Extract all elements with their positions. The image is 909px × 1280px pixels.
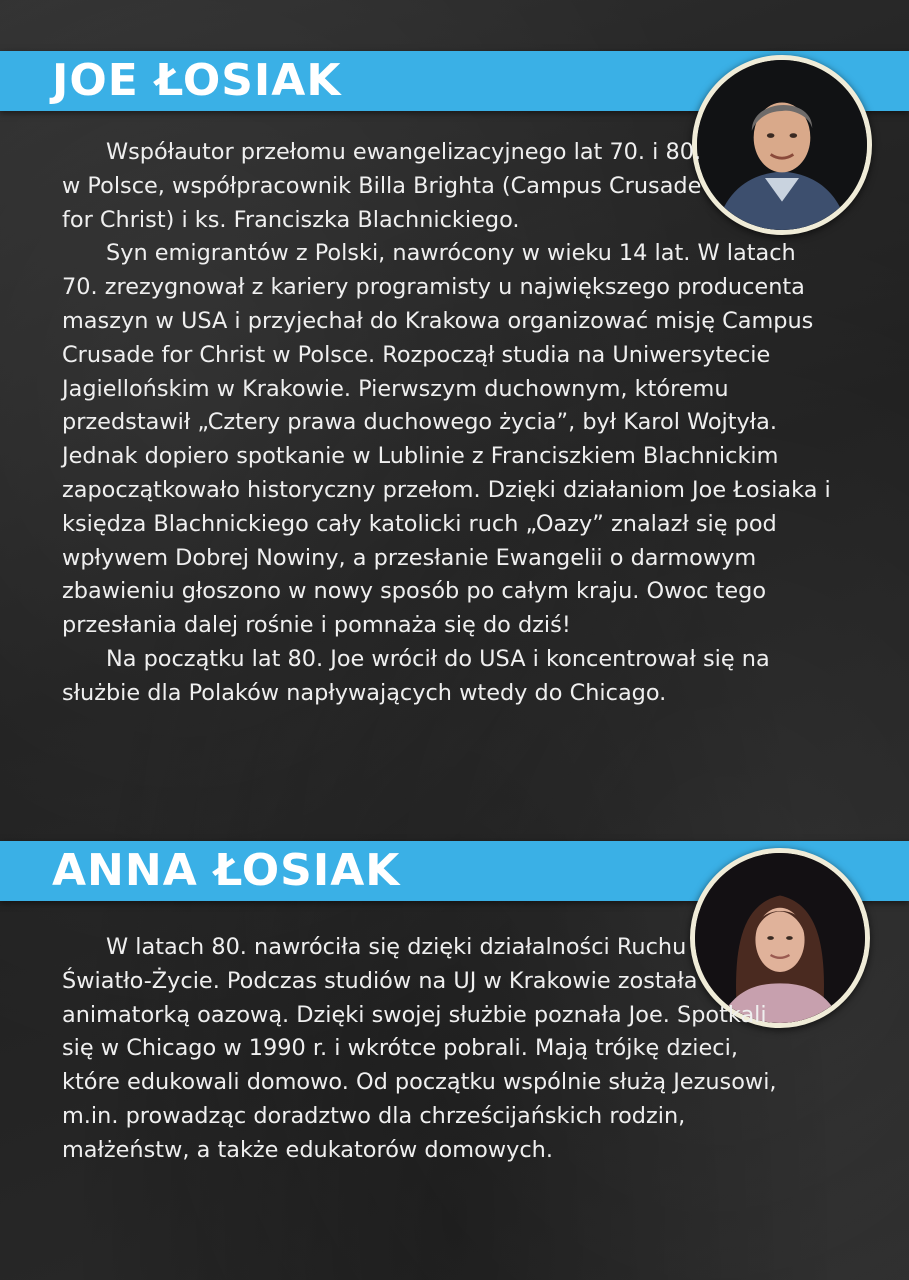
bio-text-joe bbox=[62, 136, 838, 711]
bio-paragraph: Współautor przełomu ewangelizacyjnego lat 70. i 80. w Polsce, współpracownik Billa Brighta (Campus Crusade for Christ) i ks. Franciszka Blachnickiego. bbox=[62, 139, 702, 233]
bio-text-anna bbox=[62, 931, 782, 1168]
section-title: ANNA ŁOSIAK bbox=[52, 845, 401, 896]
bio-paragraph: Syn emigrantów z Polski, nawrócony w wieku 14 lat. W latach 70. zrezygnował z kariery programisty u największego producenta maszyn w USA i przyjechał do Krakowa organizować misję Campus Crusade for Christ w Polsce. Rozpoczął studia na Uniwersytecie Jagiellońskim w Krakowie. Pierwszym duchownym, któremu przedstawił „Cztery prawa duchowego życia”, był Karol Wojtyła. Jednak dopiero spotkanie w Lublinie z Franciszkiem Blachnickim zapoczątkowało historyczny przełom. Dzięki działaniom Joe Łosiaka i księdza Blachnickiego cały katolicki ruch „Oazy” znalazł się pod wpływem Dobrej Nowiny, a przesłanie Ewangelii o darmowym zbawieniu głoszono w nowy sposób po całym kraju. Owoc tego przesłania dalej rośnie i pomnaża się do dziś! bbox=[62, 240, 831, 639]
bio-paragraph: W latach 80. nawróciła się dzięki działalności Ruchu Światło-Życie. Podczas studiów na UJ w Krakowie została animatorką oazową. Dzięki swojej służbie poznała Joe. Spotkali się w Chicago w 1990 r. i wkrótce pobrali. Mają trójkę dzieci, które edukowali domowo. Od początku wspólnie służą Jezusowi, m.in. prowadząc doradztwo dla chrześcijańskich rodzin, małżeństw, a także edukatorów domowych. bbox=[62, 934, 777, 1163]
section-title: JOE ŁOSIAK bbox=[52, 55, 342, 106]
bio-paragraph: Na początku lat 80. Joe wrócił do USA i koncentrował się na służbie dla Polaków napływających wtedy do Chicago. bbox=[62, 645, 770, 706]
